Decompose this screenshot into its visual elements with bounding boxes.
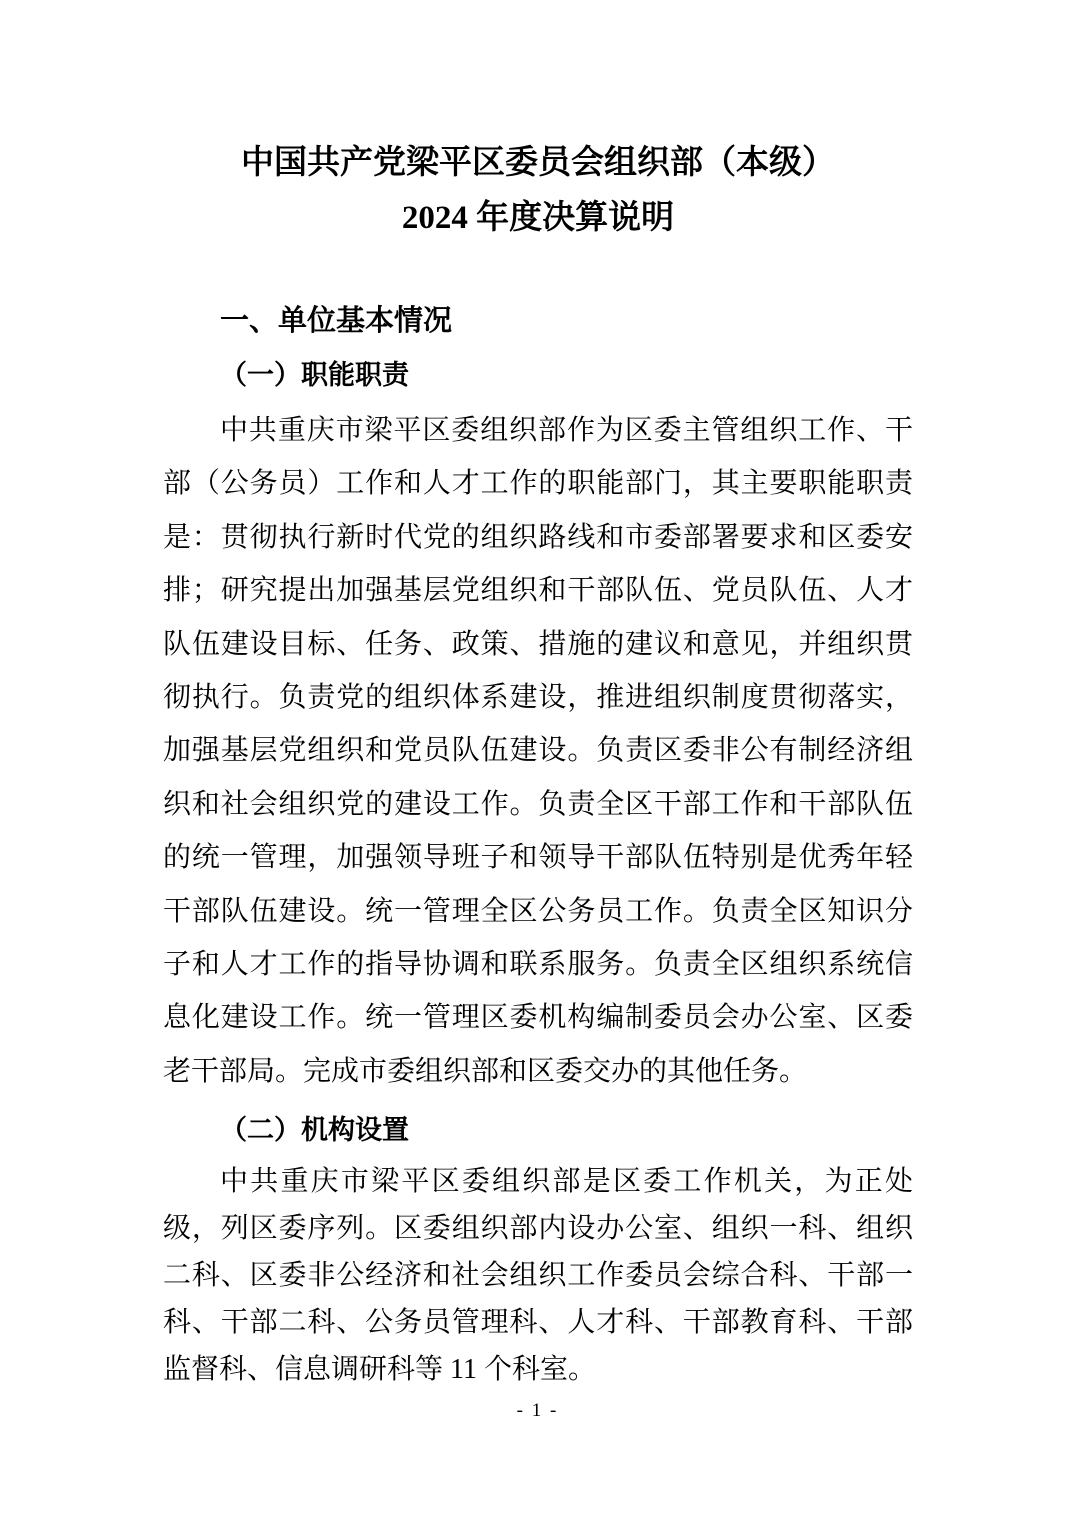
subsection-heading-functions: （一）职能职责	[220, 360, 409, 390]
body-line: 干部队伍建设。统一管理全区公务员工作。负责全区知识分	[163, 895, 913, 927]
body-line: 二科、区委非公经济和社会组织工作委员会综合科、干部一	[163, 1260, 913, 1291]
body-line: 科、干部二科、公务员管理科、人才科、干部教育科、干部	[163, 1307, 913, 1338]
body-line: 加强基层党组织和党员队伍建设。负责区委非公有制经济组	[163, 735, 913, 767]
paragraph-functions	[163, 404, 913, 1098]
document-title-line2: 2024 年度决算说明	[401, 200, 675, 236]
body-line: 是：贯彻执行新时代党的组织路线和市委部署要求和区委安	[163, 521, 913, 553]
body-line: 中共重庆市梁平区委组织部是区委工作机关，为正处	[220, 1166, 913, 1197]
body-line: 子和人才工作的指导协调和联系服务。负责全区组织系统信	[163, 949, 913, 981]
body-line: 监督科、信息调研科等 11 个科室。	[163, 1354, 596, 1385]
body-line: 的统一管理，加强领导班子和领导干部队伍特别是优秀年轻	[163, 842, 913, 874]
body-line: 排；研究提出加强基层党组织和干部队伍、党员队伍、人才	[163, 575, 913, 607]
document-title-line1: 中国共产党梁平区委员会组织部（本级）	[241, 145, 835, 181]
section-heading-basic-info: 一、单位基本情况	[220, 305, 453, 337]
body-line: 织和社会组织党的建设工作。负责全区干部工作和干部队伍	[163, 788, 913, 820]
body-line: 彻执行。负责党的组织体系建设，推进组织制度贯彻落实，	[163, 682, 913, 714]
page-number: - 1 -	[516, 1400, 559, 1421]
paragraph-organization	[163, 1158, 913, 1393]
subsection-heading-organization: （二）机构设置	[220, 1115, 409, 1145]
body-line: 老干部局。完成市委组织部和区委交办的其他任务。	[163, 1055, 808, 1087]
body-line: 息化建设工作。统一管理区委机构编制委员会办公室、区委	[163, 1002, 913, 1034]
body-line: 队伍建设目标、任务、政策、措施的建议和意见，并组织贯	[163, 628, 913, 660]
body-line: 级，列区委序列。区委组织部内设办公室、组织一科、组织	[163, 1213, 913, 1244]
body-line: 部（公务员）工作和人才工作的职能部门，其主要职能职责	[163, 468, 913, 500]
body-line: 中共重庆市梁平区委组织部作为区委主管组织工作、干	[220, 415, 913, 446]
document-title	[163, 136, 913, 246]
